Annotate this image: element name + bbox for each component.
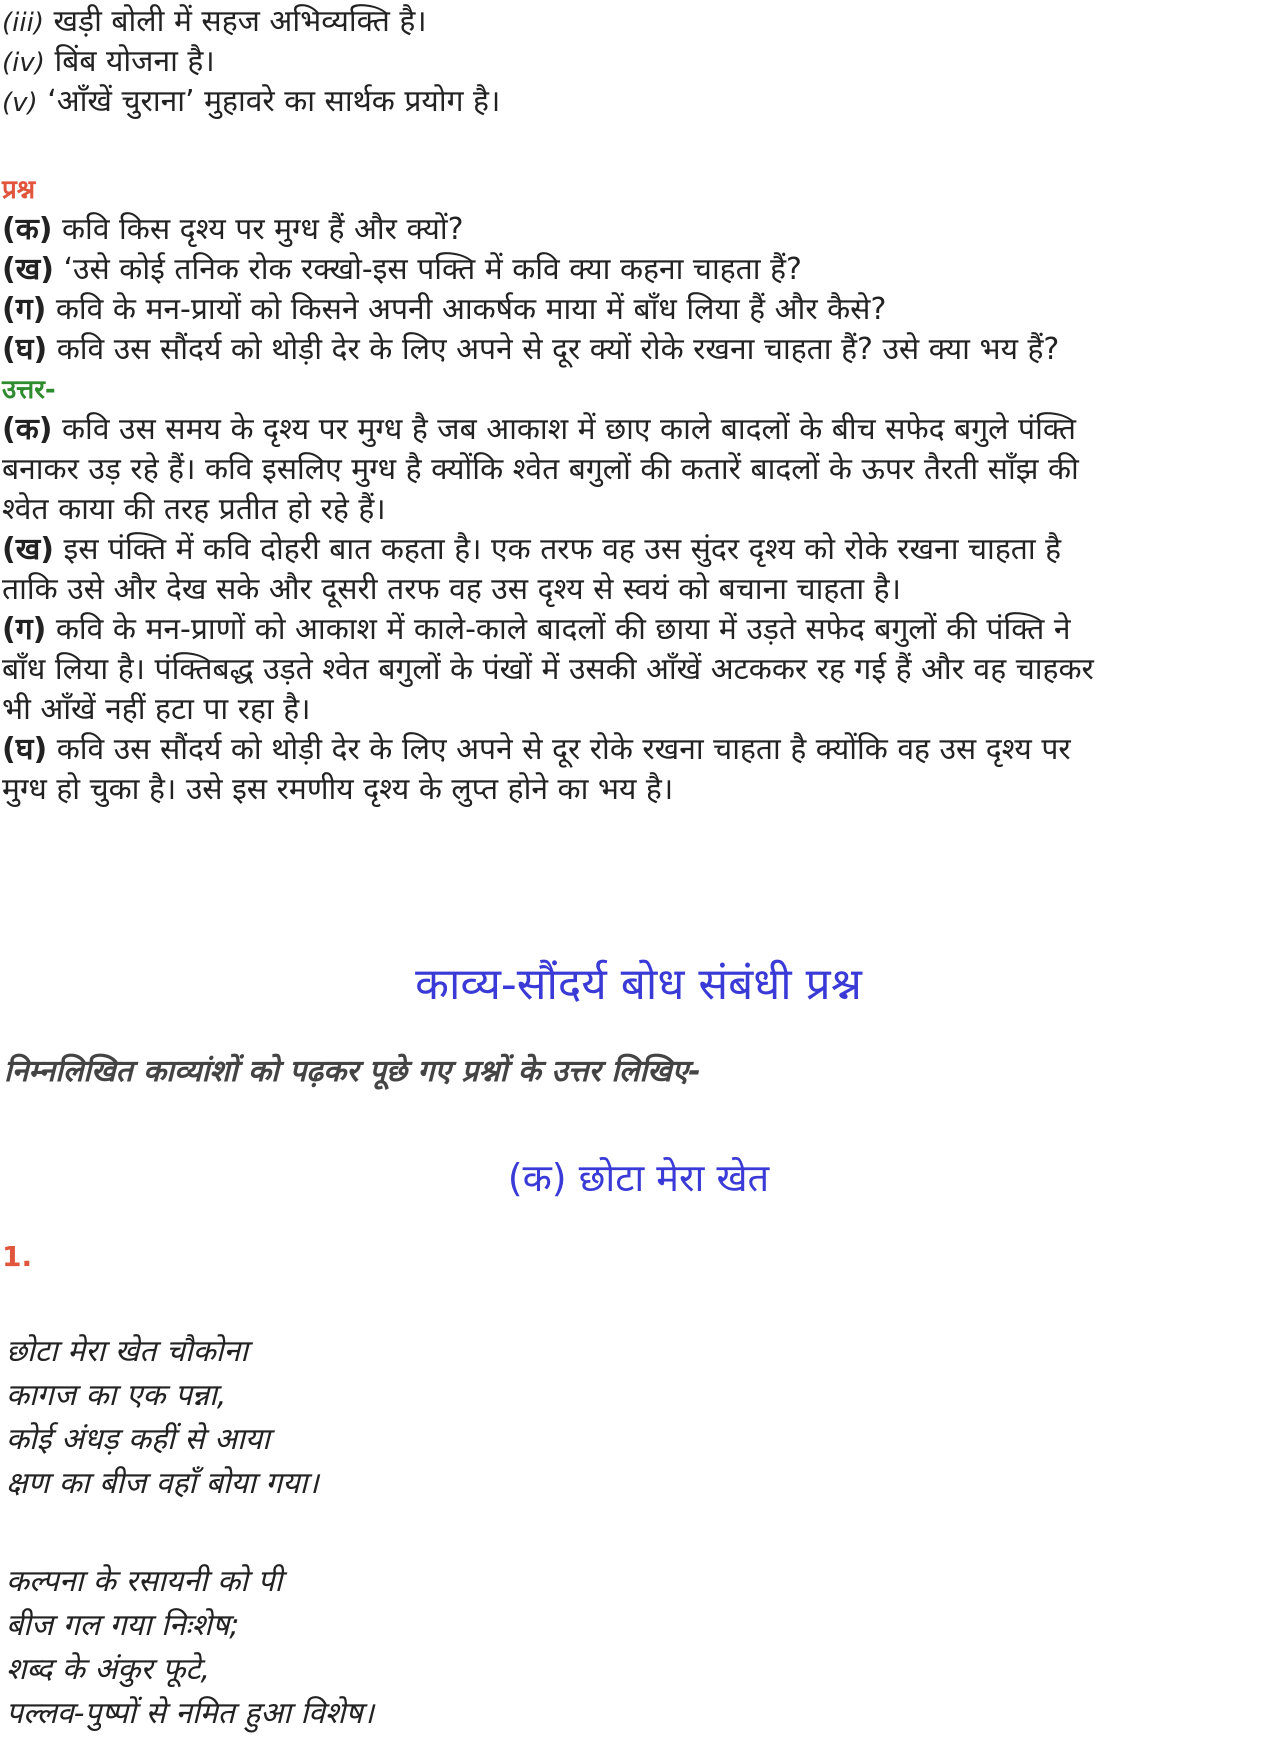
point-text: खड़ी बोली में सहज अभिव्यक्ति है। [43,4,427,39]
question-label: (ग) [2,292,47,327]
answer-label: (ग) [2,612,47,647]
point-iv [2,40,1272,85]
question-number: 1. [2,1240,33,1273]
point-marker: (v) [2,88,38,118]
point-text: बिंब योजना है। [44,44,215,79]
poem-line: बीज गल गया निःशेष; [6,1608,240,1643]
question-ka [2,208,1272,252]
answer-text: कवि के मन-प्राणों को आकाश में काले-काले बादलों की छाया में उड़ते सफेद बगुलों की पंक्ति ने [46,612,1071,647]
answer-ga-line-1 [2,608,1272,652]
question-gha [2,328,1272,372]
answer-text: कवि उस सौंदर्य को थोड़ी देर के लिए अपने से दूर रोके रखना चाहता है क्योंकि वह उस दृश्य पर [47,732,1071,767]
questions-heading: प्रश्न [2,175,36,205]
answer-gha-line-2: मुग्ध हो चुका है। उसे इस रमणीय दृश्य के लुप्त होने का भय है। [2,772,674,807]
point-iii [2,0,1272,45]
answer-label: (घ) [2,732,48,767]
answer-gha-line-1 [2,728,1272,772]
question-text: कवि के मन-प्रायों को किसने अपनी आकर्षक माया में बाँध लिया हैं और कैसे? [46,292,887,327]
question-text: कवि किस दृश्य पर मुग्ध हैं और क्यों? [52,212,464,247]
point-marker: (iv) [2,48,45,78]
poem-line: कल्पना के रसायनी को पी [6,1564,283,1599]
answer-ga-line-3: भी आँखें नहीं हटा पा रहा है। [2,692,311,727]
answer-kha-line-2: ताकि उसे और देख सके और दूसरी तरफ वह उस दृश्य से स्वयं को बचाना चाहता है। [2,572,901,607]
point-text: ‘आँखें चुराना’ मुहावरे का सार्थक प्रयोग है। [37,84,501,119]
point-v [2,80,1272,125]
poem-line: शब्द के अंकुर फूटे, [6,1652,210,1687]
subsection-title: (क) छोटा मेरा खेत [507,1156,770,1200]
answer-label: (क) [2,412,53,447]
poem-line: छोटा मेरा खेत चौकोना [6,1334,248,1369]
question-label: (क) [2,212,53,247]
answer-ka-line-3: श्वेत काया की तरह प्रतीत हो रहे हैं। [2,492,386,527]
poem-line: कोई अंधड़ कहीं से आया [6,1422,270,1457]
question-label: (घ) [2,332,48,367]
question-label: (ख) [2,252,54,287]
question-kha [2,248,1272,292]
poem-line: पल्लव-पुष्पों से नमित हुआ विशेष। [6,1696,374,1731]
answer-ka-line-1 [2,408,1272,452]
answer-kha-line-1 [2,528,1272,572]
answer-ka-line-2: बनाकर उड़ रहे हैं। कवि इसलिए मुग्ध है क्योंकि श्वेत बगुलों की कतारें बादलों के ऊपर तैरती साँझ की [2,452,1079,487]
answers-heading: उत्तर- [2,375,56,405]
answer-label: (ख) [2,532,54,567]
question-ga [2,288,1272,332]
instruction-text: निम्नलिखित काव्यांशों को पढ़कर पूछे गए प्रश्नों के उत्तर लिखिए- [4,1054,701,1089]
section-title: काव्य-सौंदर्य बोध संबंधी प्रश्न [415,959,862,1010]
poem-line: कागज का एक पन्ना, [6,1378,227,1413]
question-text: कवि उस सौंदर्य को थोड़ी देर के लिए अपने से दूर क्यों रोके रखना चाहता हैं? उसे क्या भय हैं? [47,332,1060,367]
answer-text: इस पंक्ति में कवि दोहरी बात कहता है। एक तरफ वह उस सुंदर दृश्य को रोके रखना चाहता है [53,532,1062,567]
question-text: ‘उसे कोई तनिक रोक रक्खो-इस पक्ति में कवि क्या कहना चाहता हैं? [53,252,802,287]
point-marker: (iii) [2,8,44,38]
poem-line: क्षण का बीज वहाँ बोया गया। [6,1466,319,1501]
answer-ga-line-2: बाँध लिया है। पंक्तिबद्ध उड़ते श्वेत बगुलों के पंखों में उसकी आँखें अटककर रह गई हैं और वह चाहकर [2,652,1094,687]
answer-text: कवि उस समय के दृश्य पर मुग्ध है जब आकाश में छाए काले बादलों के बीच सफेद बगुले पंक्ति [52,412,1077,447]
